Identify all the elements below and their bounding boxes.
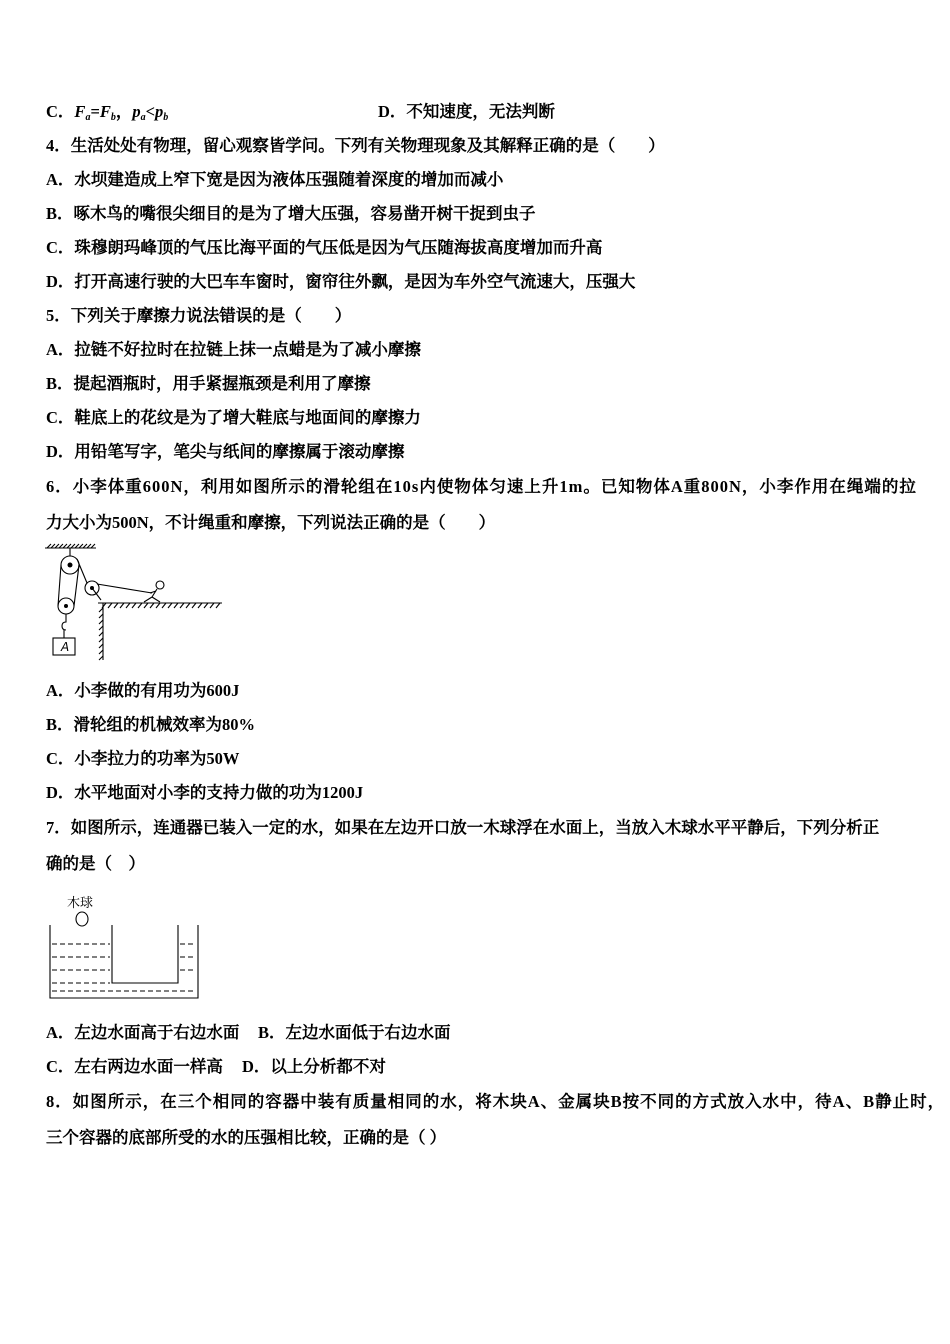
q7-stem-line2: 确的是（ ）	[46, 854, 145, 873]
q5-option-c: C．鞋底上的花纹是为了增大鞋底与地面间的摩擦力	[46, 408, 421, 427]
box-a-label: A	[61, 640, 70, 654]
vessel-outline	[50, 925, 198, 998]
q6-option-b: B．滑轮组的机械效率为80%	[46, 715, 256, 734]
q7-stem-line1: 7．如图所示，连通器已装入一定的水，如果在左边开口放一木球浮在水面上，当放入木球水平平静后，下列分析正	[46, 818, 880, 837]
q6-option-c: C．小李拉力的功率为50W	[46, 749, 240, 768]
var-p-a: p	[132, 102, 141, 121]
q3-option-c	[46, 102, 168, 122]
connected-vessel-figure	[46, 890, 206, 1005]
pulley-system-figure	[43, 543, 228, 665]
movable-pulley	[58, 598, 74, 638]
wall	[99, 603, 103, 660]
person-figure	[144, 581, 164, 602]
q8-stem-line1: 8．如图所示，在三个相同的容器中装有质量相同的水，将木块A、金属块B按不同的方式放入水中，待A、B静止时，	[46, 1092, 946, 1111]
q6-stem-line1: 6．小李体重600N，利用如图所示的滑轮组在10s内使物体匀速上升1m。已知物体A重800N，小李作用在绳端的拉	[46, 477, 917, 496]
sub-b: b	[110, 112, 116, 123]
q4-option-d: D．打开高速行驶的大巴车车窗时，窗帘往外飘，是因为车外空气流速大，压强大	[46, 272, 636, 291]
ceiling	[45, 544, 96, 548]
q4-stem: 4．生活处处有物理，留心观察皆学问。下列有关物理现象及其解释正确的是（ ）	[46, 136, 665, 155]
var-f-b: F	[99, 102, 111, 121]
q5-option-b: B．提起酒瓶时，用手紧握瓶颈是利用了摩擦	[46, 374, 371, 393]
q6-stem-line2: 力大小为500N，不计绳重和摩擦，下列说法正确的是（ ）	[46, 513, 496, 532]
equals-sign: =	[90, 102, 100, 121]
q3-option-d: D．不知速度，无法判断	[378, 102, 555, 121]
q3-option-c-label: C．	[46, 102, 75, 121]
q7-option-d: D．以上分析都不对	[242, 1057, 386, 1076]
separator: ，	[115, 102, 133, 121]
fixed-pulley	[61, 548, 79, 574]
q4-option-b: B．啄木鸟的嘴很尖细目的是为了增大压强，容易凿开树干捉到虫子	[46, 204, 536, 223]
sub-a: a	[140, 112, 146, 123]
q8-stem-line2: 三个容器的底部所受的水的压强相比较，正确的是（ ）	[46, 1128, 447, 1147]
q6-option-d: D．水平地面对小李的支持力做的功为1200J	[46, 783, 364, 802]
water-lines	[52, 944, 196, 991]
q4-option-c: C．珠穆朗玛峰顶的气压比海平面的气压低是因为气压随海拔高度增加而升高	[46, 238, 603, 257]
q4-option-a: A．水坝建造成上窄下宽是因为液体压强随着深度的增加而减小	[46, 170, 504, 189]
wooden-ball-label: 木球	[67, 896, 94, 911]
sub-b: b	[163, 112, 169, 123]
var-p-b: p	[155, 102, 164, 121]
q7-option-b: B．左边水面低于右边水面	[258, 1023, 451, 1042]
var-f-a: F	[74, 102, 86, 121]
q5-option-d: D．用铅笔写字，笔尖与纸间的摩擦属于滚动摩擦	[46, 442, 405, 461]
box-a	[53, 638, 75, 655]
q7-option-a: A．左边水面高于右边水面	[46, 1023, 240, 1042]
ground	[98, 603, 222, 608]
wooden-ball	[76, 912, 88, 926]
sub-a: a	[85, 112, 91, 123]
less-than-sign: <	[145, 102, 156, 121]
q6-option-a: A．小李做的有用功为600J	[46, 681, 240, 700]
q5-stem: 5．下列关于摩擦力说法错误的是（ ）	[46, 306, 352, 325]
q5-option-a: A．拉链不好拉时在拉链上抹一点蜡是为了减小摩擦	[46, 340, 421, 359]
q7-option-c: C．左右两边水面一样高	[46, 1057, 223, 1076]
